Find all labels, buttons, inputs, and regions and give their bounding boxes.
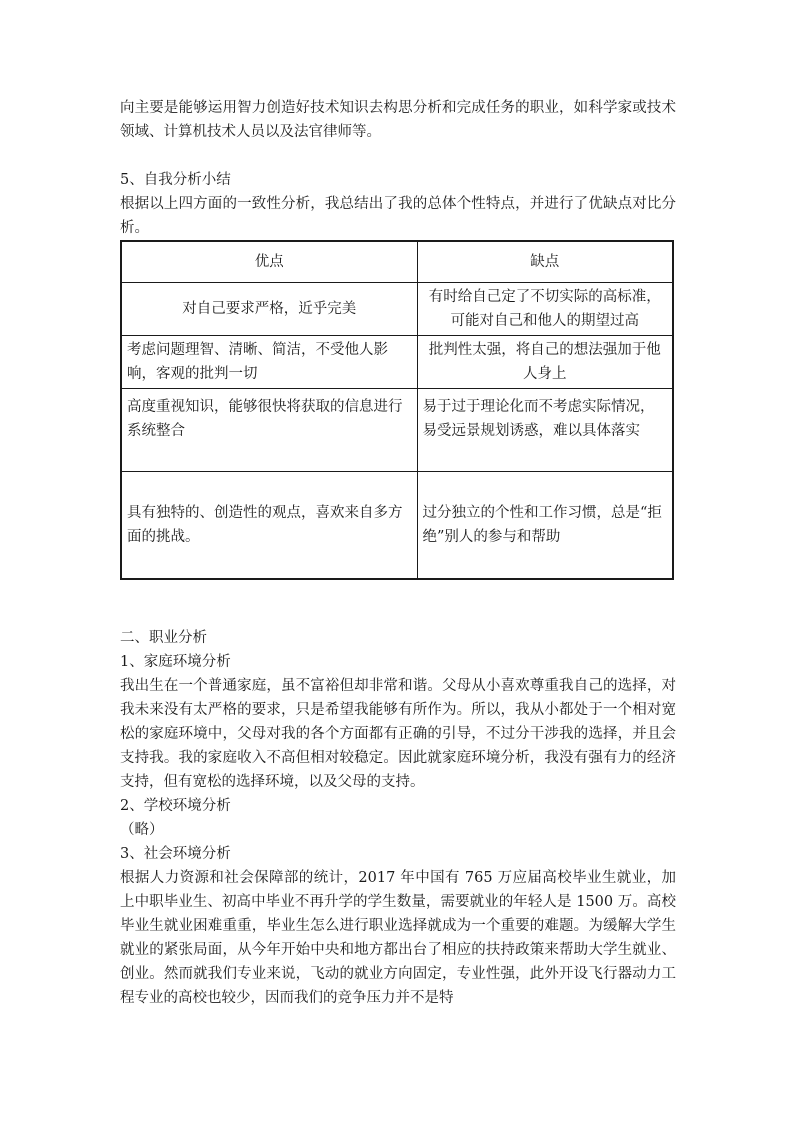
- spacer: [120, 580, 676, 626]
- pro-cell: 对自己要求严格，近乎完美: [121, 283, 417, 336]
- family-paragraph: 我出生在一个普通家庭，虽不富裕但却非常和谐。父母从小喜欢尊重我自己的选择，对我未来没有太严格的要求，只是希望我能够有所作为。所以，我从小都处于一个相对宽松的家庭环境中，父母对我的各个方面都有正确的引导，不过分干涉我的选择，并且会支持我。我的家庭收入不高但相对较稳定。因此就家庭环境分析，我没有强有力的经济支持，但有宽松的选择环境，以及父母的支持。: [120, 678, 676, 790]
- intro-paragraph: 向主要是能够运用智力创造好技术知识去构思分析和完成任务的职业，如科学家或技术领域、计算机技术人员以及法官律师等。: [120, 100, 676, 140]
- summary-heading: 5、自我分析小结: [120, 172, 231, 188]
- table-row: [121, 336, 673, 389]
- summary-paragraph: 根据以上四方面的一致性分析，我总结出了我的总体个性特点，并进行了优缺点对比分析。: [120, 196, 676, 236]
- con-cell: 易于过于理论化而不考虑实际情况，易受远景规划诱惑，难以具体落实: [417, 389, 673, 472]
- pros-header: 优点: [121, 241, 417, 283]
- school-paragraph: （略）: [120, 822, 164, 838]
- table-header-row: [121, 241, 673, 283]
- table-row: [121, 472, 673, 580]
- society-heading: 3、社会环境分析: [120, 846, 231, 862]
- pro-cell: 高度重视知识，能够很快将获取的信息进行系统整合: [121, 389, 417, 472]
- document-page: [120, 96, 676, 1010]
- spacer: [120, 144, 676, 168]
- cons-header: 缺点: [417, 241, 673, 283]
- pros-cons-table: [120, 240, 674, 580]
- table-row: [121, 389, 673, 472]
- con-cell: 过分独立的个性和工作习惯，总是“拒绝”别人的参与和帮助: [417, 472, 673, 580]
- pro-cell: 具有独特的、创造性的观点，喜欢来自多方面的挑战。: [121, 472, 417, 580]
- society-paragraph: 根据人力资源和社会保障部的统计，2017 年中国有 765 万应届高校毕业生就业，加上中职毕业生、初高中毕业不再升学的学生数量，需要就业的年轻人是 1500 万。高校毕业生就业困难重重，毕业生怎么进行职业选择就成为一个重要的难题。为缓解大学生就业的紧张局面，从今年开始中央和地方都出台了相应的扶持政策来帮助大学生就业、创业。然而就我们专业来说，飞动的就业方向固定，专业性强，此外开设飞行器动力工程专业的高校也较少，因而我们的竞争压力并不是特: [120, 870, 676, 1006]
- pro-cell: 考虑问题理智、清晰、简洁，不受他人影响，客观的批判一切: [121, 336, 417, 389]
- con-cell: 有时给自己定了不切实际的高标准，可能对自己和他人的期望过高: [417, 283, 673, 336]
- family-heading: 1、家庭环境分析: [120, 654, 231, 670]
- career-heading: 二、职业分析: [120, 630, 207, 646]
- con-cell: 批判性太强，将自己的想法强加于他人身上: [417, 336, 673, 389]
- school-heading: 2、学校环境分析: [120, 798, 231, 814]
- table-row: [121, 283, 673, 336]
